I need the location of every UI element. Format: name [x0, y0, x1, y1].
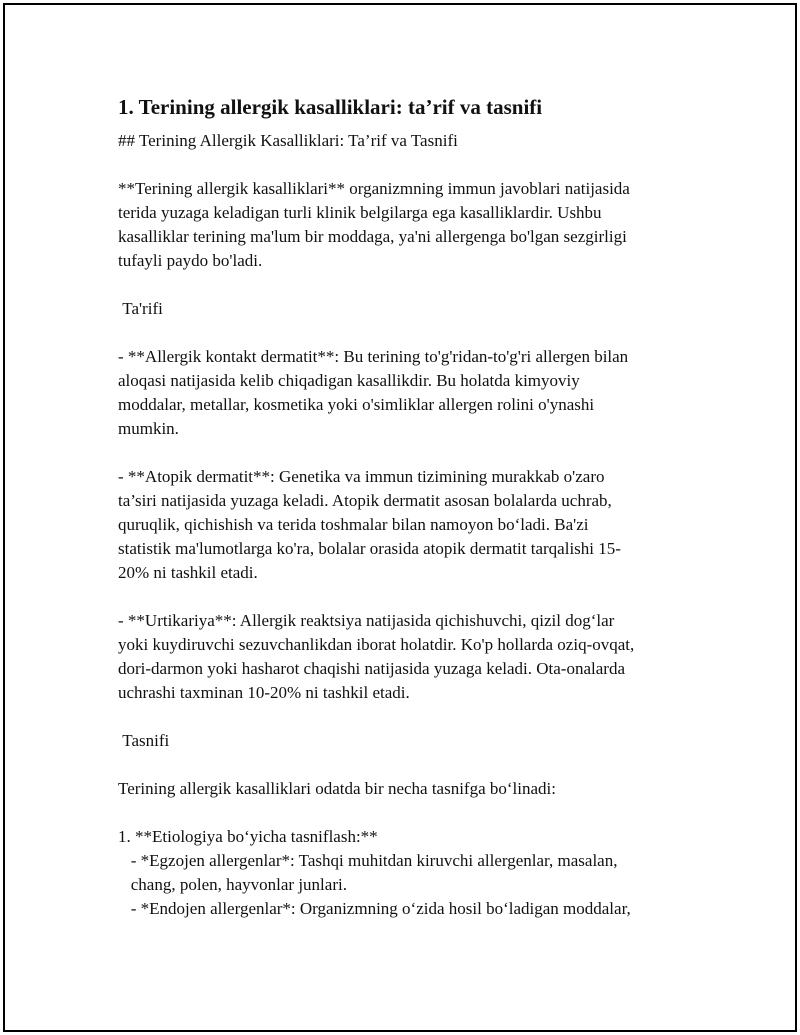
document-title: 1. Terining allergik kasalliklari: ta’rif va tasnifi	[118, 95, 543, 119]
intro-paragraph: **Terining allergik kasalliklari** organizmning immun javoblari natijasida terida yuzaga keladigan turli klinik belgilarga ega kasalliklardir. Ushbu kasalliklar terining ma'lum bir moddaga, ya'ni allergenga bo'lgan sezgirligi tufayli paydo bo'ladi.	[118, 179, 630, 270]
list-item-urtikariya: - **Urtikariya**: Allergik reaktsiya natijasida qichishuvchi, qizil dog‘lar yoki kuydiruvchi sezuvchanlikdan iborat holatdir. Ko'p hollarda oziq-ovqat, dori-darmon yoki hasharot chaqishi natijasida yuzaga keladi. Ota-onalarda uchrashi taxminan 10-20% ni tashkil etadi.	[118, 611, 635, 702]
list-item-atopik-dermatit: - **Atopik dermatit**: Genetika va immun tizimining murakkab o'zaro ta’siri natijasida yuzaga keladi. Atopik dermatit asosan bolalarda uchrab, quruqlik, qichishish va terida toshmalar bilan namoyon bo‘ladi. Ba'zi statistik ma'lumotlarga ko'ra, bolalar orasida atopik dermatit tarqalishi 15- 20% ni tashkil etadi.	[118, 467, 621, 582]
section-heading-tarifi: Ta'rifi	[118, 299, 163, 318]
classification-intro: Terining allergik kasalliklari odatda bir necha tasnifga bo‘linadi:	[118, 779, 556, 798]
section-heading-tasnifi: Tasnifi	[118, 731, 170, 750]
markdown-heading: ## Terining Allergik Kasalliklari: Ta’rif va Tasnifi	[118, 131, 458, 150]
paragraph-gap	[118, 153, 688, 177]
classification-list: 1. **Etiologiya bo‘yicha tasniflash:** - *Egzojen allergenlar*: Tashqi muhitdan kiruvchi allergenlar, masalan, chang, polen, hayvonlar junlari. - *Endojen allergenlar*: Organizmning o‘zida hosil bo‘ladigan moddalar,	[118, 827, 631, 918]
list-item-kontakt-dermatit: - **Allergik kontakt dermatit**: Bu terining to'g'ridan-to'g'ri allergen bilan aloqasi natijasida kelib chiqadigan kasallikdir. Bu holatda kimyoviy moddalar, metallar, kosmetika yoki o'simliklar allergen rolini o'ynashi mumkin.	[118, 347, 629, 438]
paragraph-gap	[118, 441, 688, 465]
paragraph-gap	[118, 705, 688, 729]
document-body	[118, 93, 688, 921]
paragraph-gap	[118, 753, 688, 777]
paragraph-gap	[118, 273, 688, 297]
paragraph-gap	[118, 585, 688, 609]
paragraph-gap	[118, 801, 688, 825]
paragraph-gap	[118, 321, 688, 345]
